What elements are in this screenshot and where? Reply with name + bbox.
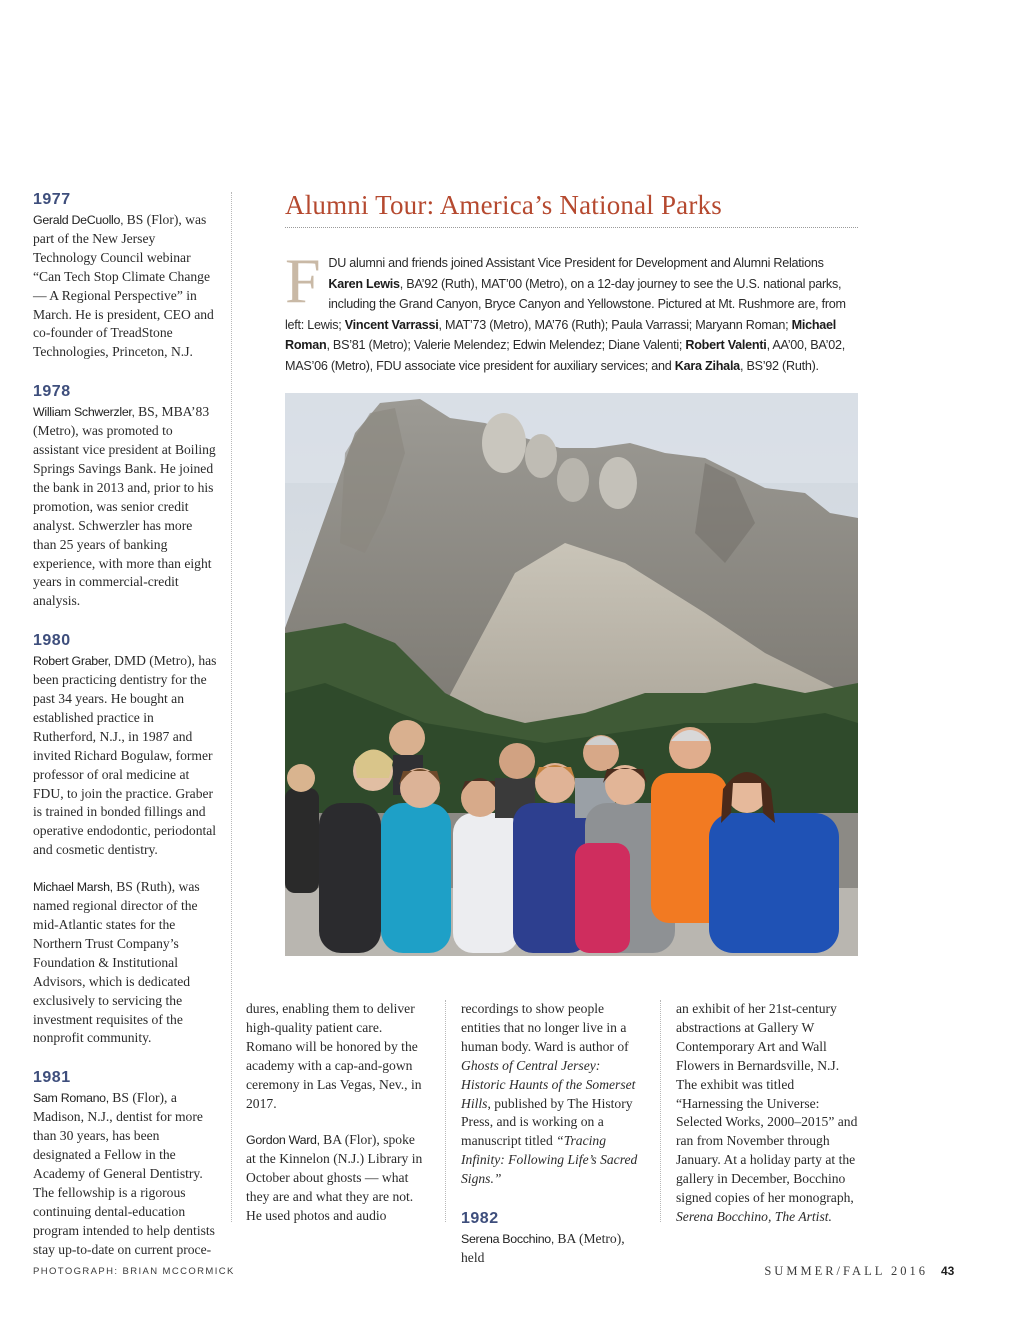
entry-text: BS (Flor), was part of the New Jersey Technology Council webinar “Can Tech Stop Climate Change — A Regional Perspective” in March. He is president, CEO and co-founder of TreadStone Technologies, Princeton, N.J.	[33, 212, 214, 360]
paragraph: dures, enabling them to deliver high-quality patient care. Romano will be honored by the academy with a cap-and-gown ceremony in Las Vegas, Nev., in 2017.	[246, 1001, 422, 1111]
column-divider	[445, 1000, 446, 1222]
column-divider	[660, 1000, 661, 1222]
alumni-name: Serena Bocchino,	[461, 1232, 555, 1247]
honoree-name: Karen Lewis	[328, 276, 400, 291]
column-divider	[231, 192, 232, 1222]
alumni-entry	[33, 652, 219, 860]
honoree-name: Kara Zihala	[674, 358, 740, 373]
alumni-name: Sam Romano,	[33, 1091, 109, 1106]
entry-text: recordings to show people entities that no longer live in a human body. Ward is author of	[461, 1001, 629, 1054]
book-title: Serena Bocchino, The Artist.	[676, 1208, 832, 1224]
column-1	[33, 190, 219, 1260]
title-rule	[285, 227, 858, 228]
intro-text: , BS’81 (Metro); Valerie Melendez; Edwin Melendez; Diane Valenti;	[326, 338, 686, 352]
mount-rushmore-group-photo	[285, 393, 858, 956]
column-2	[246, 1000, 428, 1226]
paragraph	[246, 1131, 428, 1226]
intro-text: DU alumni and friends joined Assistant Vice President for Development and Alumni Relations	[328, 256, 824, 270]
entry-text: DMD (Metro), has been practicing dentistry for the past 34 years. He bought an established practice in Rutherford, N.J., in 1987 and invited Richard Bogulaw, former professor of oral medicine at FDU, to join the practice. Graber is trained in bonded fillings and operative endodontic, periodontal and cosmetic dentistry.	[33, 653, 217, 858]
class-year: 1978	[33, 383, 71, 401]
alumni-entry	[33, 403, 219, 611]
manuscript-title: “Tracing Infinity: Following Life’s Sacred Signs.”	[461, 1133, 638, 1187]
issue-label: SUMMER/FALL 2016	[764, 1264, 928, 1278]
intro-text: , BS’92 (Ruth).	[739, 358, 819, 373]
intro-text: , AA’00, BA’02, MAS’06 (Metro), FDU associate vice president for auxiliary services; and	[285, 338, 845, 373]
page-number: 43	[941, 1264, 955, 1278]
honoree-name: Robert Valenti	[685, 338, 767, 352]
entry-text: , published by The History Press, and is working on a manuscript titled	[461, 1095, 633, 1149]
intro-text: , BA’92 (Ruth), MAT’00 (Metro), on a 12-day journey to see the U.S. national parks, including the Grand Canyon, Bryce Canyon and Yellowstone. Pictured at Mt. Rushmore are, from left: Lewis;	[285, 276, 846, 332]
entry-text: BA (Metro), held	[461, 1231, 625, 1265]
alumni-name: William Schwerzler,	[33, 405, 135, 420]
alumni-name: Gordon Ward,	[246, 1133, 320, 1148]
entry-text: BS (Flor), a Madison, N.J., dentist for more than 30 years, has been designated a Fellow in the Academy of General Dentistry. The fellowship is a rigorous continuing dental-education program intended to help dentists stay up-to-date on current proce-	[33, 1090, 215, 1257]
column-4	[676, 1000, 860, 1227]
class-year: 1980	[33, 632, 71, 650]
paragraph	[461, 1230, 643, 1268]
article-title: Alumni Tour: America’s National Parks	[285, 190, 722, 220]
alumni-name: Gerald DeCuollo,	[33, 213, 124, 227]
column-3	[461, 1000, 643, 1268]
entry-text: BA (Flor), spoke at the Kinnelon (N.J.) Library in October about ghosts — what they are and what they are not. He used photos and audio	[246, 1132, 423, 1224]
paragraph	[461, 1000, 643, 1189]
article-intro	[285, 245, 858, 376]
class-year: 1982	[461, 1210, 499, 1228]
alumni-entry	[33, 1089, 219, 1259]
intro-text: , MAT’73 (Metro), MA’76 (Ruth); Paula Varrassi; Maryann Roman;	[438, 317, 792, 332]
paragraph	[676, 1000, 860, 1227]
entry-text: BS, MBA’83 (Metro), was promoted to assistant vice president at Boiling Springs Savings Bank. He joined the bank in 2013 and, prior to his promotion, was senior credit analyst. Schwerzler has more than 25 years of banking experience, with more than eight years in commercial-credit analysis.	[33, 404, 216, 609]
honoree-name: Vincent Varrassi	[344, 317, 439, 332]
class-year: 1981	[33, 1069, 71, 1087]
drop-cap: F	[285, 245, 321, 316]
alumni-name: Robert Graber,	[33, 654, 111, 669]
alumni-name: Michael Marsh,	[33, 880, 113, 895]
class-year: 1977	[33, 191, 71, 208]
alumni-entry	[33, 878, 219, 1048]
entry-text: an exhibit of her 21st-century abstractions at Gallery W Contemporary Art and Wall Flowers in Bernardsville, N.J. The exhibit was titled “Harnessing the Universe: Selected Works, 2000–2015” and ran from November through January. At a holiday party at the gallery in December, Bocchino signed copies of her monograph,	[676, 1001, 858, 1206]
entry-text: BS (Ruth), was named regional director of the mid-Atlantic states for the Northern Trust Company’s Foundation & Institutional Advisors, which is dedicated exclusively to servicing the investment requisites of the nonprofit community.	[33, 879, 200, 1046]
book-title: Ghosts of Central Jersey: Historic Haunts of the Somerset Hills	[461, 1057, 636, 1111]
photo-credit: PHOTOGRAPH: BRIAN MCCORMICK	[33, 1266, 235, 1277]
alumni-entry	[33, 211, 219, 362]
honoree-name: Michael Roman	[285, 317, 837, 352]
